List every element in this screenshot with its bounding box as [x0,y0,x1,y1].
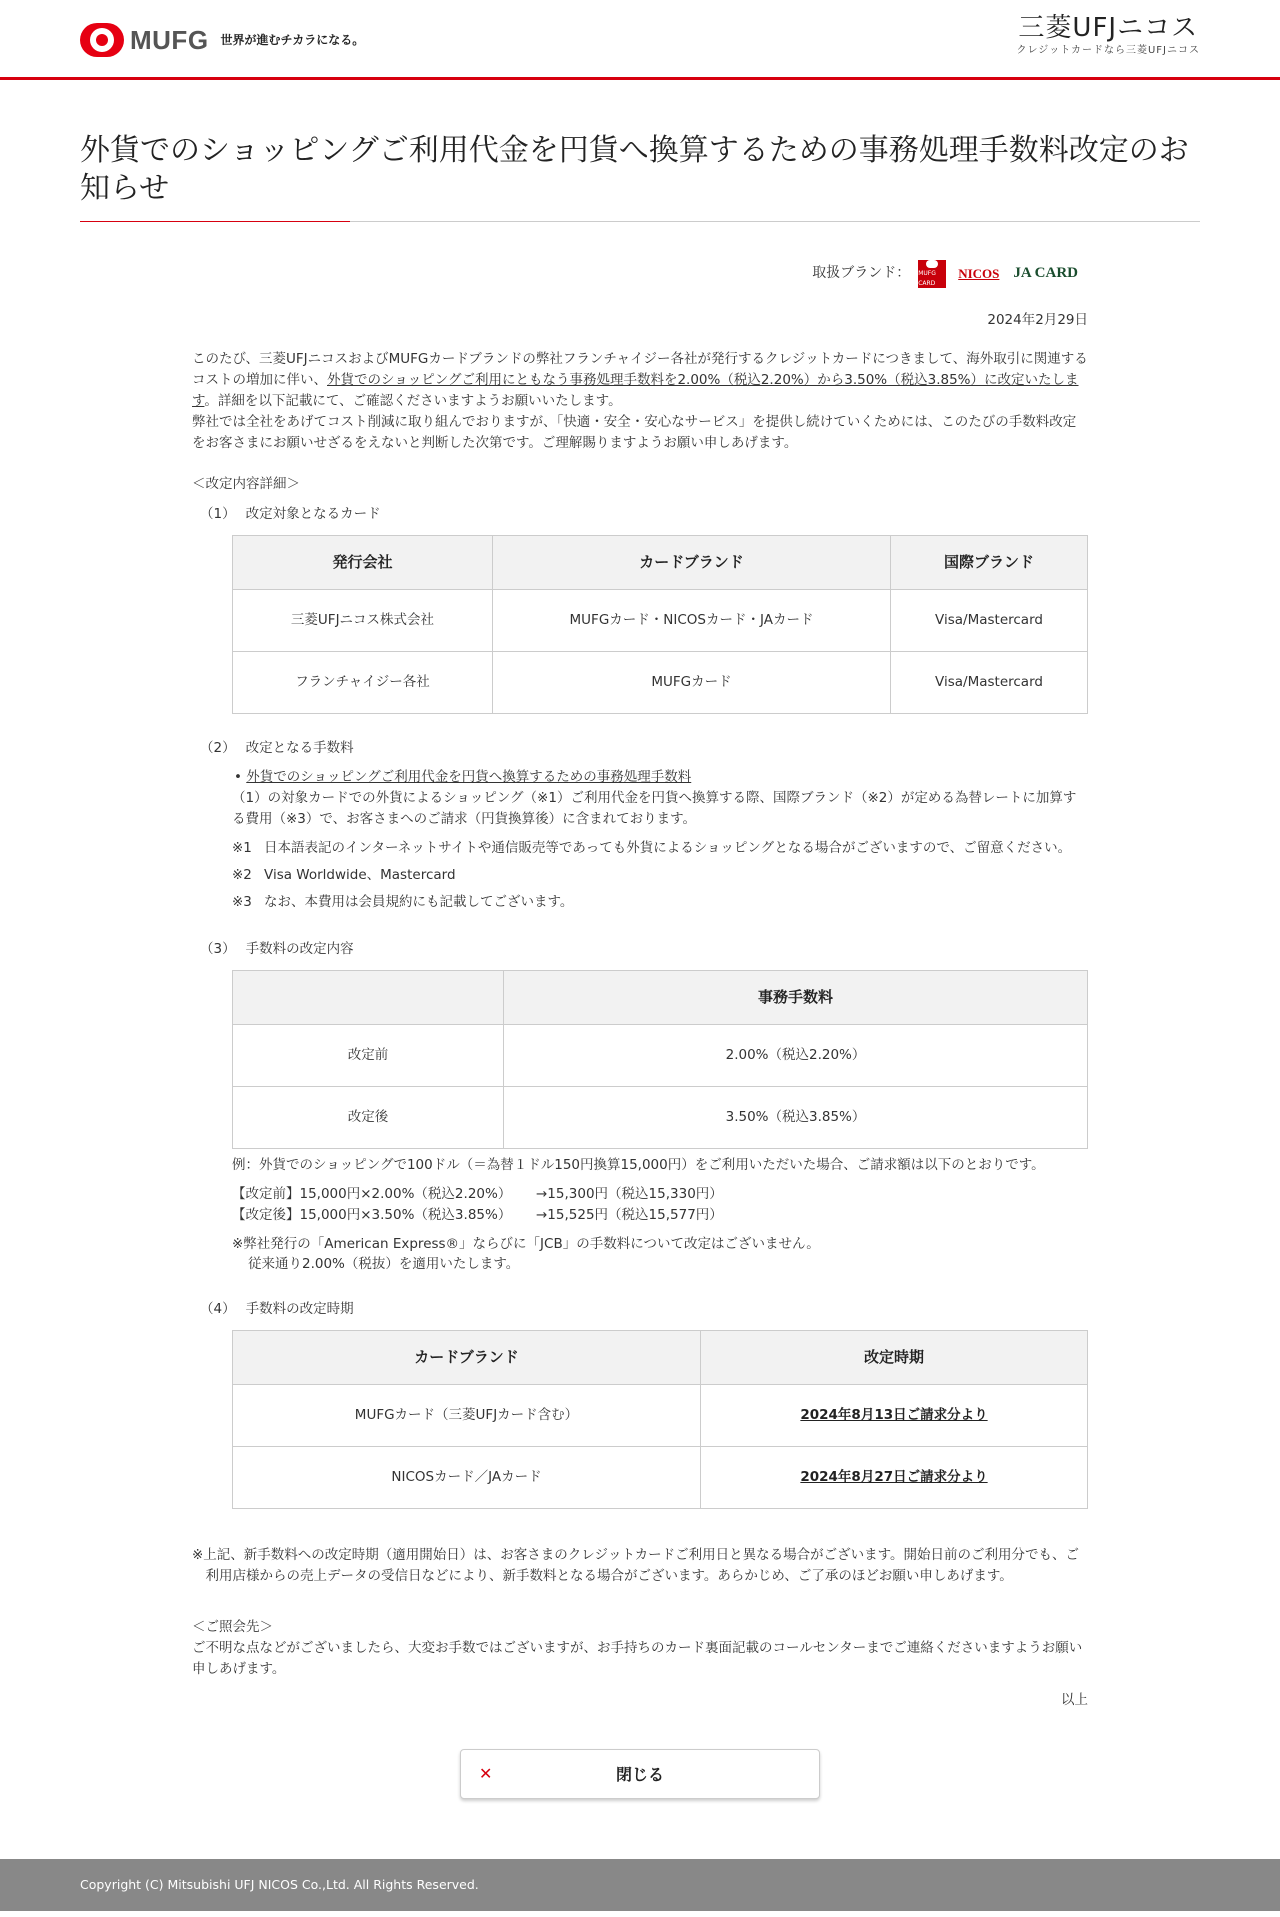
contact-text: ご不明な点などがございましたら、大変お手数ではございますが、お手持ちのカード裏面記載のコールセンターまでご連絡くださいますようお願い申しあげます。 [192,1640,1083,1677]
table-row: 改定後 3.50%（税込3.85%） [233,1086,1088,1148]
mufg-mark-icon [80,23,124,57]
table-row: 改定前 2.00%（税込2.20%） [233,1024,1088,1086]
note-item: ※3 なお、本費用は会員規約にも記載してございます。 [232,893,574,910]
table-header: カードブランド [493,536,891,590]
details-heading: ＜改定内容詳細＞ [192,475,300,492]
calc-row: 【改定後】15,000円×3.50%（税込3.85%） →15,525円（税込15,577円） [232,1206,723,1223]
main-content [192,260,1088,1711]
section-3-title: 手数料の改定内容 [245,940,354,957]
target-cards-table [232,535,1088,714]
fee-bullet: • 外貨でのショッピングご利用代金を円貨へ換算するための事務処理手数料 [234,769,692,786]
section-4: （4） 手数料の改定時期 [200,1301,354,1318]
nicos-logo[interactable] [1017,14,1200,58]
section-1-title: 改定対象となるカード [245,506,381,523]
table-header: 国際ブランド [891,536,1088,590]
nicos-sub: クレジットカードなら三菱UFJニコス [1016,44,1200,56]
contact-heading: ＜ご照会先＞ [192,1619,273,1636]
site-header [0,0,1280,80]
brand-list [192,260,1078,288]
mufg-logo-text: MUFG [130,25,209,55]
fee-change-table [232,970,1088,1149]
table-header: 発行会社 [233,536,493,590]
publish-date: 2024年2月29日 [987,312,1088,328]
closing-note: ※上記、新手数料への改定時期（適用開始日）は、お客さまのクレジットカードご利用日と異なる場合がございます。開始日前のご利用分でも、ご利用店様からの売上データの受信日などにより、新手数料となる場合がございます。あらかじめ、ご了承のほどお願い申しあげます。 [192,1547,1079,1585]
close-icon: ✕ [479,1765,493,1783]
schedule-table [232,1330,1088,1509]
fee-example: 例：外貨でのショッピングで100ドル（＝為替１ドル150円換算15,000円）をご利用いただいた場合、ご請求額は以下のとおりです。 【改定前】15,000円×2.00%（税込2.20%） →15,300円（税込15,330円） 【改定後】15,000円×3.50%（税込3.85%） →15,525円（税込15,577円） ※弊社発行の「American Express®」ならびに「JCB」の手数料について改定はございません。 従来通り2.00%（税抜）を適用いたします。 [232,1155,1088,1276]
table-header: 改定時期 [701,1331,1088,1385]
note-item: ※2 Visa Worldwide、Mastercard [232,866,456,883]
section-3: （3） 手数料の改定内容 [200,940,354,957]
section-2-title: 改定となる手数料 [245,740,354,757]
intro-paragraph: このたび、三菱UFJニコスおよびMUFGカードブランドの弊社フランチャイジー各社が発行するクレジットカードにつきまして、海外取引に関連するコストの増加に伴い、外貨でのショッピングご利用にともなう事務処理手数料を2.00%（税込2.20%）から3.50%（税込3.85%）に改定いたします。詳細を以下記載にて、ご確認くださいますようお願いいたします。 弊社では全社をあげてコスト削減に取り組んでおりますが、「快適・安全・安心なサービス」を提供し続けていくためには、このたびの手数料改定をお客さまにお願いせざるをえないと判断した次第です。ご理解賜りますようお願い申しあげます。 [192,350,1088,451]
mufg-logo[interactable] [80,20,364,60]
schedule-date-link[interactable]: 2024年8月27日ご請求分より [800,1469,988,1486]
end-text: 以上 [1061,1691,1088,1708]
section-2: （2） 改定となる手数料 [200,740,354,757]
note-item: ※1 日本語表記のインターネットサイトや通信販売等であっても外貨によるショッピングとなる場合がございますので、ご留意ください。 [232,840,1072,857]
table-header-row [233,536,1088,590]
amex-jcb-note: ※弊社発行の「American Express®」ならびに「JCB」の手数料について改定はございません。 [232,1235,820,1252]
close-button[interactable] [460,1749,820,1799]
table-header-row [233,970,1088,1024]
mufg-card-brand-icon: MUFG CARD [918,260,946,288]
schedule-date-link[interactable]: 2024年8月13日ご請求分より [800,1407,988,1424]
ja-card-brand-icon: JA CARD [1013,265,1078,282]
section-4-title: 手数料の改定時期 [245,1301,354,1318]
table-row: NICOSカード／JAカード 2024年8月27日ご請求分より [233,1447,1088,1509]
calc-row: 【改定前】15,000円×2.00%（税込2.20%） →15,300円（税込15,330円） [232,1185,723,1202]
site-footer [0,1859,1280,1911]
table-header-row [233,1331,1088,1385]
slogan: 世界が進むチカラになる。 [220,32,365,47]
table-header [233,970,504,1024]
table-row: 三菱UFJニコス株式会社 MUFGカード・NICOSカード・JAカード Visa/Mastercard [233,590,1088,652]
copyright: Copyright (C) Mitsubishi UFJ NICOS Co.,Ltd. All Rights Reserved. [80,1877,479,1893]
close-button-label: 閉じる [615,1767,664,1785]
intro-paragraph-2: 弊社では全社をあげてコスト削減に取り組んでおりますが、「快適・安全・安心なサービス」を提供し続けていくためには、このたびの手数料改定をお客さまにお願いせざるをえないと判断した次第です。ご理解賜りますようお願い申しあげます。 [192,413,1077,451]
contact-section [192,1617,1088,1680]
table-row: MUFGカード（三菱UFJカード含む） 2024年8月13日ご請求分より [233,1385,1088,1447]
nicos-brand-icon: NICOS [958,265,1000,281]
table-header: カードブランド [233,1331,701,1385]
fee-notes [232,838,1088,913]
page-title: 外貨でのショッピングご利用代金を円貨へ換算するための事務処理手数料改定のお知らせ [80,132,1200,222]
section-1: （1） 改定対象となるカード [200,506,381,523]
table-header: 事務手数料 [504,970,1088,1024]
fee-description: （1）の対象カードでの外貨によるショッピング（※1）ご利用代金を円貨へ換算する際、国際ブランド（※2）が定める為替レートに加算する費用（※3）で、お客さまへのご請求（円貨換算後）に含まれております。 [232,790,1077,828]
brands-label: 取扱ブランド： [812,265,911,282]
page-body [80,132,1200,1799]
intro-highlight: 外貨でのショッピングご利用にともなう事務処理手数料を2.00%（税込2.20%）から3.50%（税込3.85%）に改定いたします [192,371,1079,409]
table-row: フランチャイジー各社 MUFGカード Visa/Mastercard [233,652,1088,714]
nicos-name: 三菱UFJニコス [1018,13,1199,43]
